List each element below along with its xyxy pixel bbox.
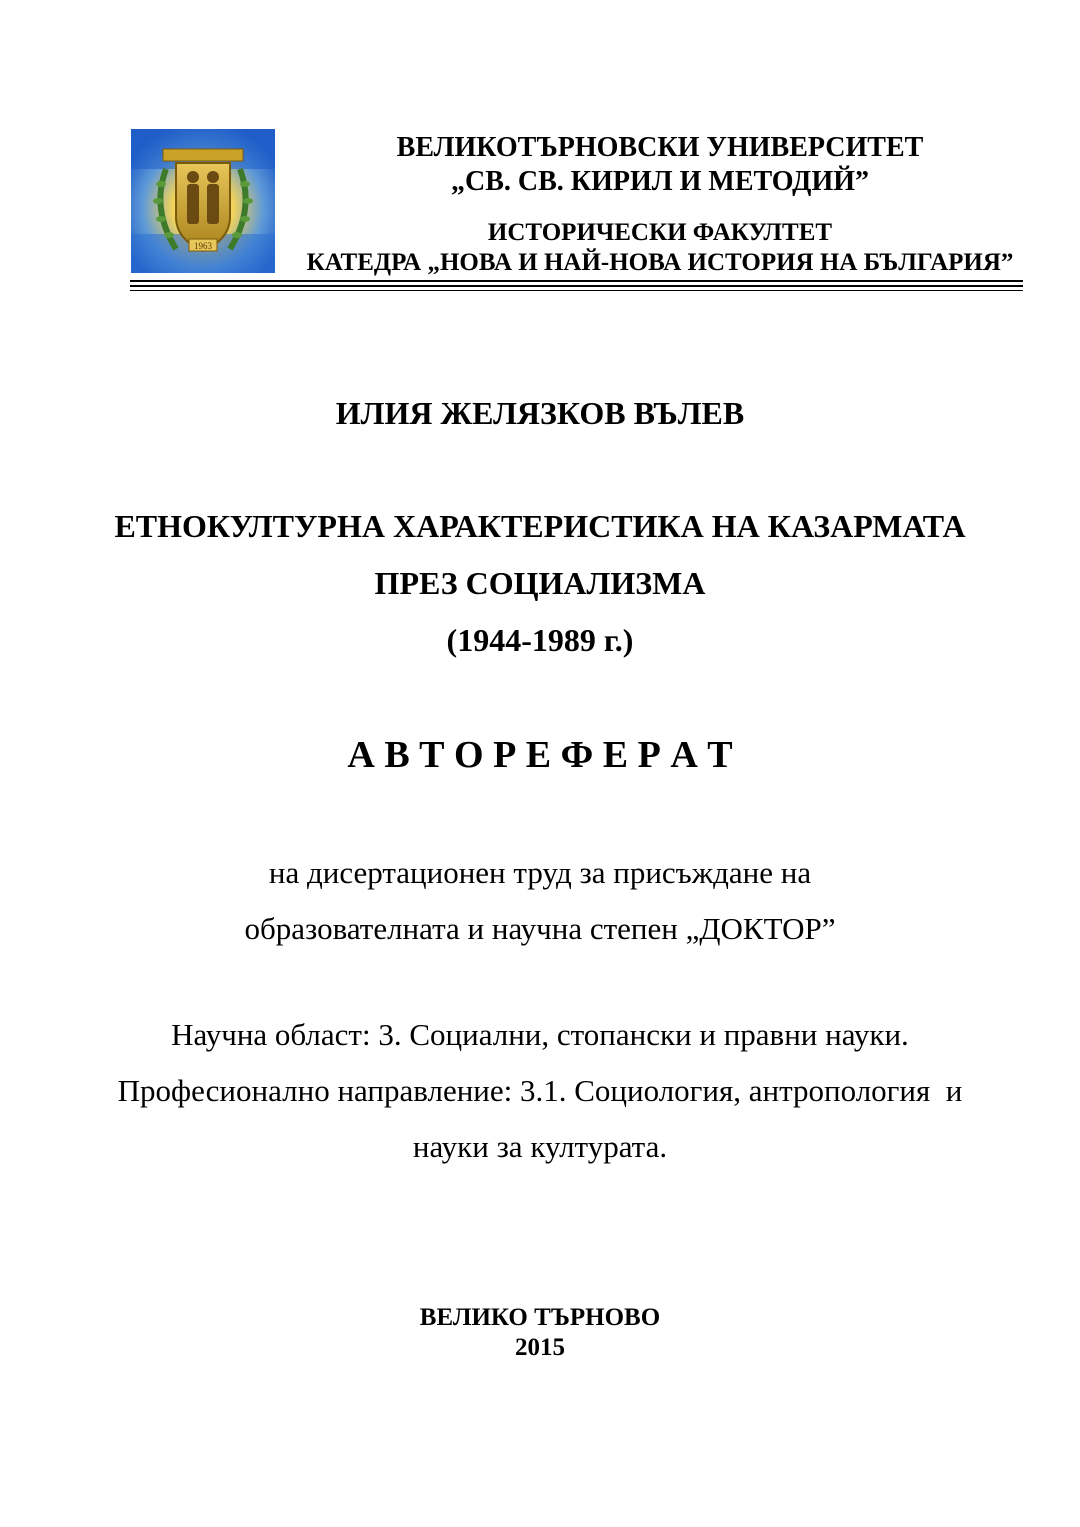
author-name: ИЛИЯ ЖЕЛЯЗКОВ ВЪЛЕВ <box>335 395 745 431</box>
description-line: образователната и научна степен „ДОКТОР” <box>244 911 836 946</box>
department-name: КАТЕДРА „НОВА И НАЙ-НОВА ИСТОРИЯ НА БЪЛГАРИЯ” <box>306 249 1014 276</box>
dissertation-title-line: ЕТНОКУЛТУРНА ХАРАКТЕРИСТИКА НА КАЗАРМАТА <box>114 508 966 544</box>
header-divider <box>130 290 1023 291</box>
professional-direction-line: науки за културата. <box>412 1129 668 1164</box>
header-divider <box>130 285 1023 287</box>
document-type-heading: А В Т О Р Е Ф Е Р А Т <box>347 734 733 776</box>
header-divider <box>130 280 1023 282</box>
university-name: ВЕЛИКОТЪРНОВСКИ УНИВЕРСИТЕТ <box>396 132 924 163</box>
university-emblem-icon <box>131 129 275 273</box>
scientific-field-line: Научна област: 3. Социални, стопански и правни науки. <box>171 1017 909 1052</box>
dissertation-title-period: (1944-1989 г.) <box>446 622 634 658</box>
footer-year: 2015 <box>515 1334 565 1361</box>
description-line: на дисертационен труд за присъждане на <box>268 855 812 890</box>
professional-direction-line: Професионално направление: 3.1. Социология, антропология и <box>117 1073 963 1108</box>
university-patron-name: „СВ. СВ. КИРИЛ И МЕТОДИЙ” <box>450 166 870 197</box>
dissertation-title-line: ПРЕЗ СОЦИАЛИЗМА <box>374 565 706 601</box>
svg-text:1963: 1963 <box>194 241 212 251</box>
faculty-name: ИСТОРИЧЕСКИ ФАКУЛТЕТ <box>487 219 833 246</box>
footer-city: ВЕЛИКО ТЪРНОВО <box>419 1304 661 1331</box>
